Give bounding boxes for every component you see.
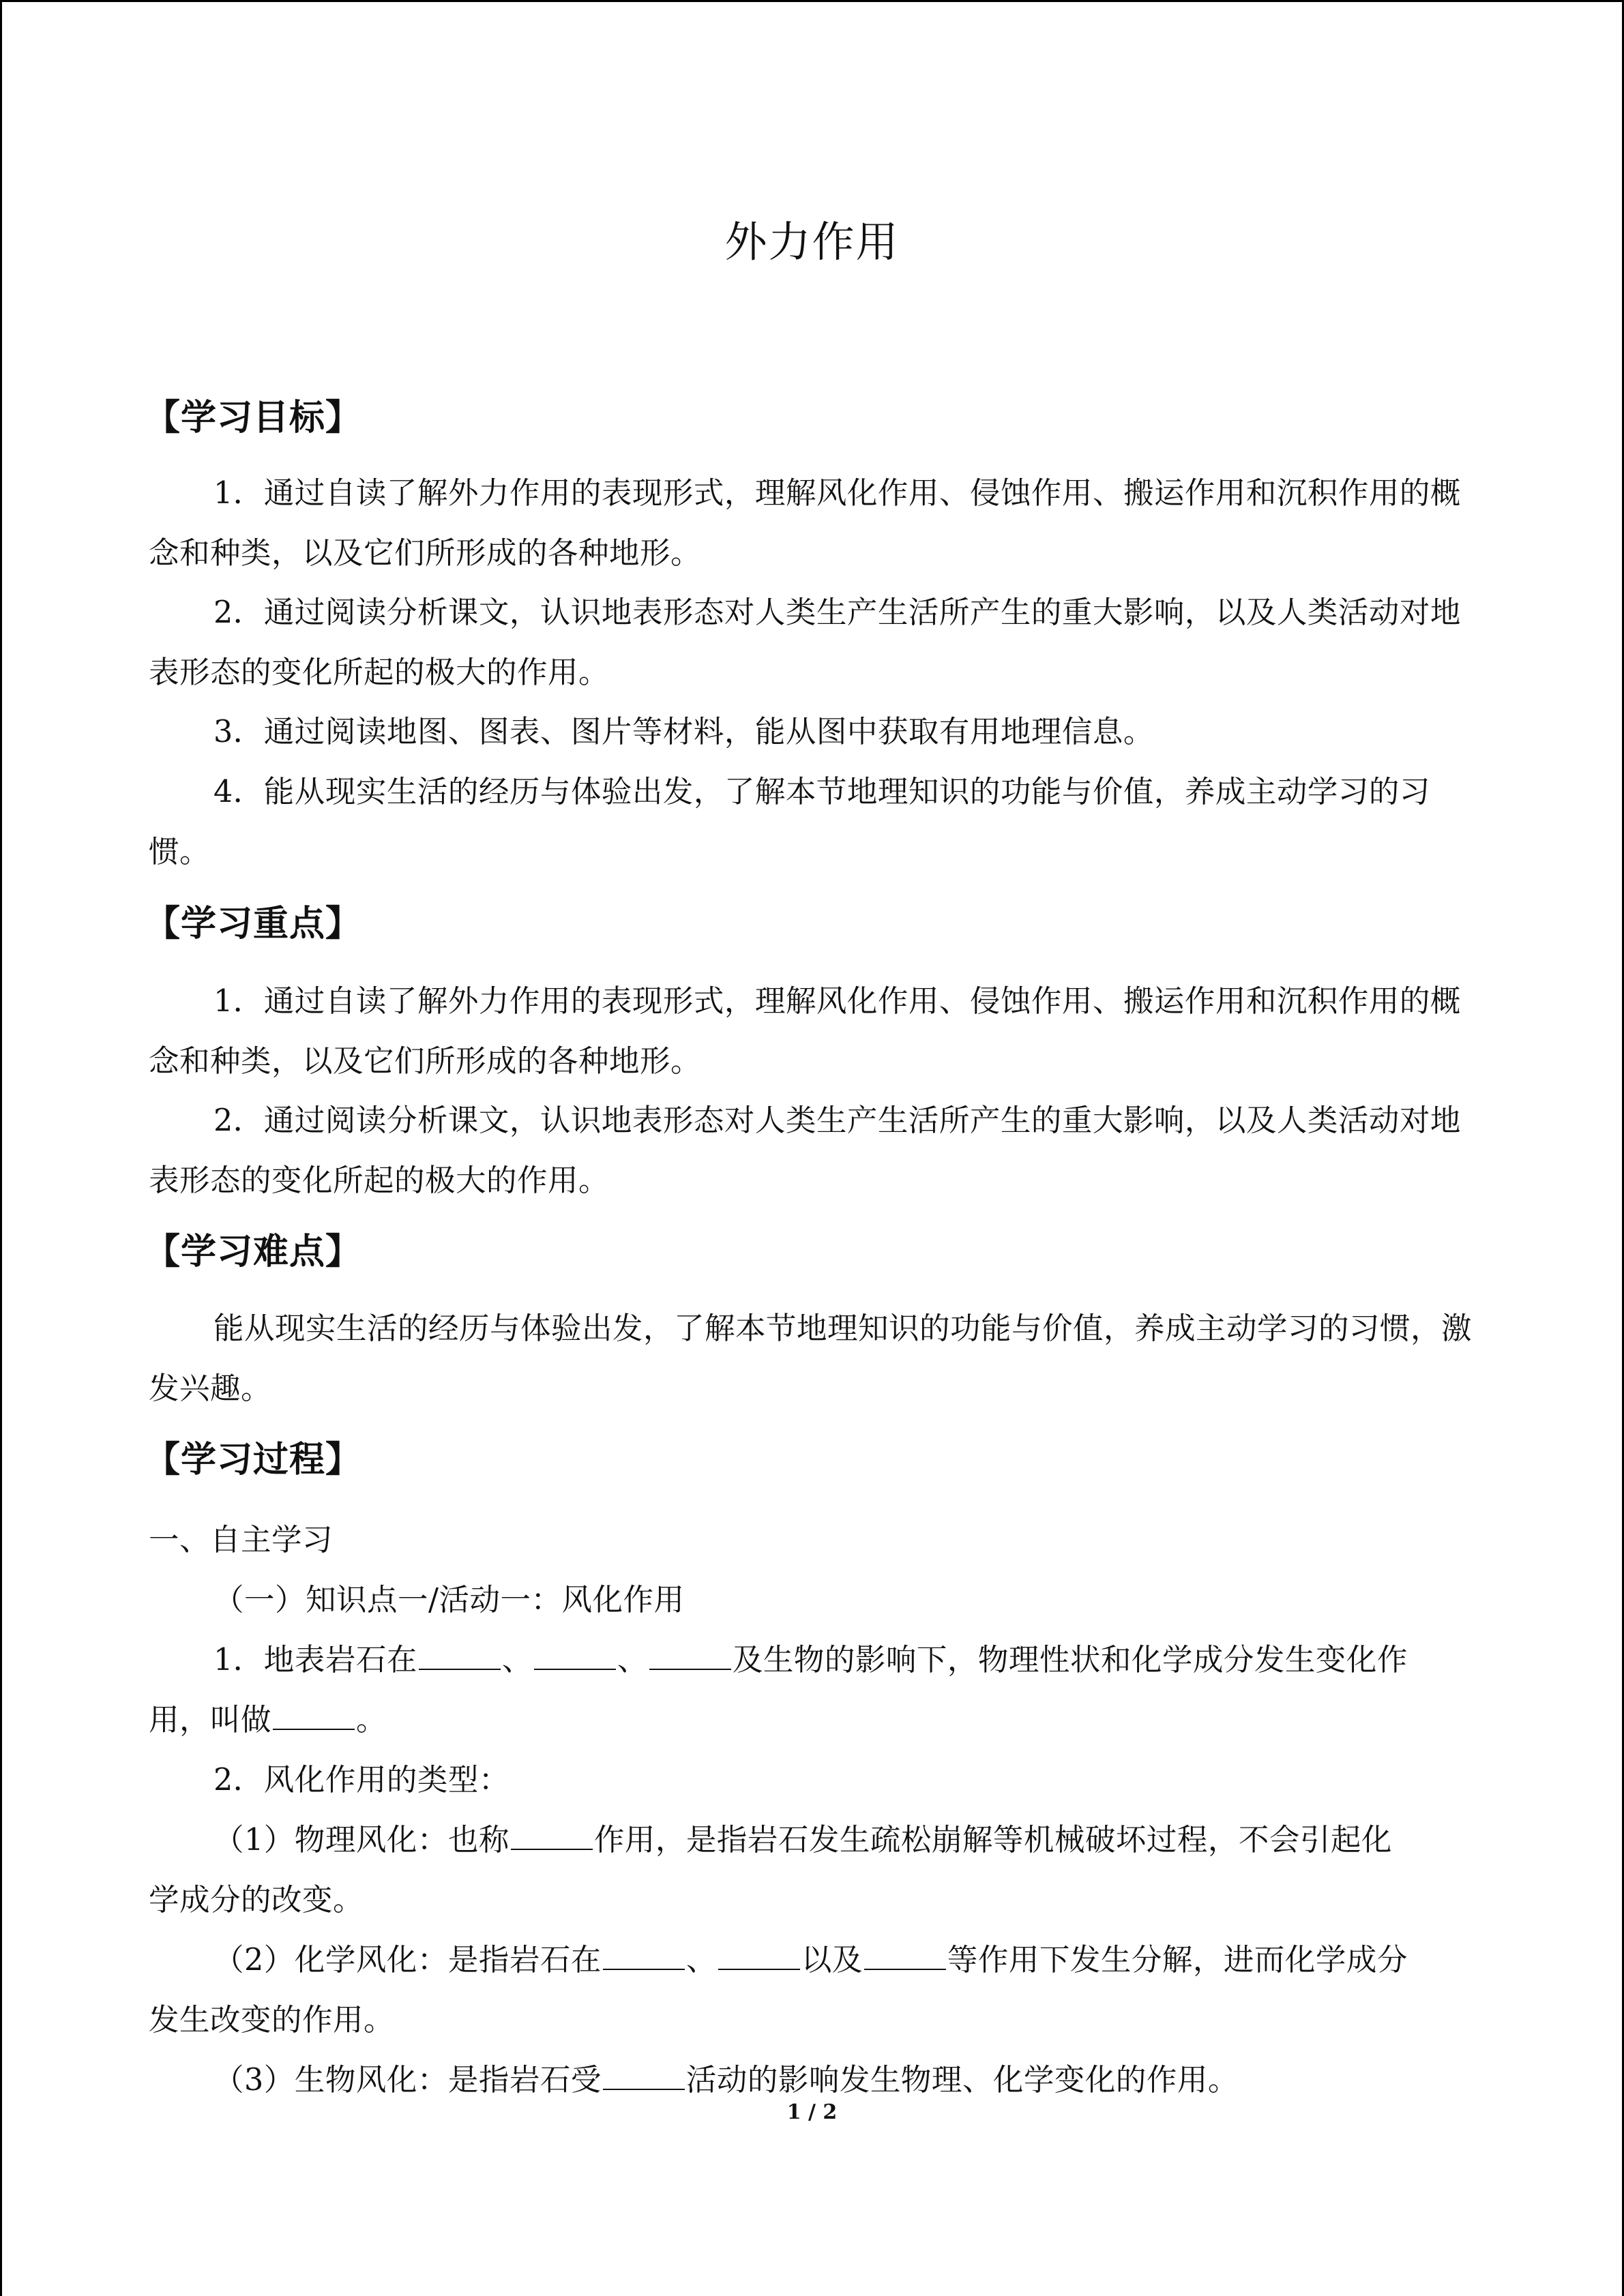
fill-blank[interactable] [534, 1639, 616, 1670]
question-1-line-1: 1．地表岩石在 、 、 及生物的影响下，物理性状和化学成分发生变化作 [213, 1635, 1408, 1679]
objective-item-4: 4．能从现实生活的经历与体验出发，了解本节地理知识的功能与价值，养成主动学习的习惯。 [149, 775, 1430, 869]
section-heading-objectives: 【学习目标】 [145, 397, 362, 438]
fill-blank[interactable] [649, 1639, 731, 1670]
key-point-item-2: 2．通过阅读分析课文，认识地表形态对人类生产生活所产生的重大影响，以及人类活动对地表形态的变化所起的极大的作用。 [149, 1103, 1461, 1198]
section-heading-difficulties: 【学习难点】 [145, 1231, 362, 1272]
objective-item-3: 3．通过阅读地图、图表、图片等材料，能从图中获取有用地理信息。 [213, 715, 1154, 749]
fill-blank[interactable] [864, 1939, 946, 1970]
page-number: 1 / 2 [786, 2100, 838, 2124]
objective-item-2: 2．通过阅读分析课文，认识地表形态对人类生产生活所产生的重大影响，以及人类活动对地表形态的变化所起的极大的作用。 [149, 595, 1461, 690]
fill-blank[interactable] [419, 1639, 501, 1670]
document-title: 外力作用 [724, 217, 900, 267]
fill-blank[interactable] [603, 1939, 685, 1970]
key-point-item-1: 1．通过自读了解外力作用的表现形式，理解风化作用、侵蚀作用、搬运作用和沉积作用的概念和种类，以及它们所形成的各种地形。 [149, 984, 1461, 1079]
activity-weathering: （一）知识点一/活动一：风化作用 [213, 1583, 685, 1617]
question-2-1-line-1: （1）物理风化：也称 作用，是指岩石发生疏松崩解等机械破坏过程，不会引起化 [213, 1815, 1392, 1859]
difficulty-item-1: 能从现实生活的经历与体验出发，了解本节地理知识的功能与价值，养成主动学习的习惯，激发兴趣。 [149, 1311, 1473, 1406]
section-heading-key-points: 【学习重点】 [145, 903, 362, 944]
fill-blank[interactable] [273, 1699, 355, 1730]
question-1-line-2: 用，叫做 。 [149, 1695, 387, 1739]
fill-blank[interactable] [511, 1819, 593, 1850]
question-2-1-line-2: 学成分的改变。 [149, 1883, 364, 1918]
section-heading-process: 【学习过程】 [145, 1439, 362, 1480]
fill-blank[interactable] [718, 1939, 800, 1970]
part-self-study: 一、自主学习 [149, 1523, 334, 1557]
question-2: 2．风化作用的类型： [213, 1763, 510, 1798]
question-2-2-line-2: 发生改变的作用。 [149, 2003, 395, 2038]
question-2-2-line-1: （2）化学风化：是指岩石在 、 以及 等作用下发生分解，进而化学成分 [213, 1935, 1408, 1979]
question-2-3: （3）生物风化：是指岩石受 活动的影响发生物理、化学变化的作用。 [213, 2055, 1239, 2099]
objective-item-1: 1．通过自读了解外力作用的表现形式，理解风化作用、侵蚀作用、搬运作用和沉积作用的概念和种类，以及它们所形成的各种地形。 [149, 476, 1461, 571]
fill-blank[interactable] [603, 2059, 685, 2090]
